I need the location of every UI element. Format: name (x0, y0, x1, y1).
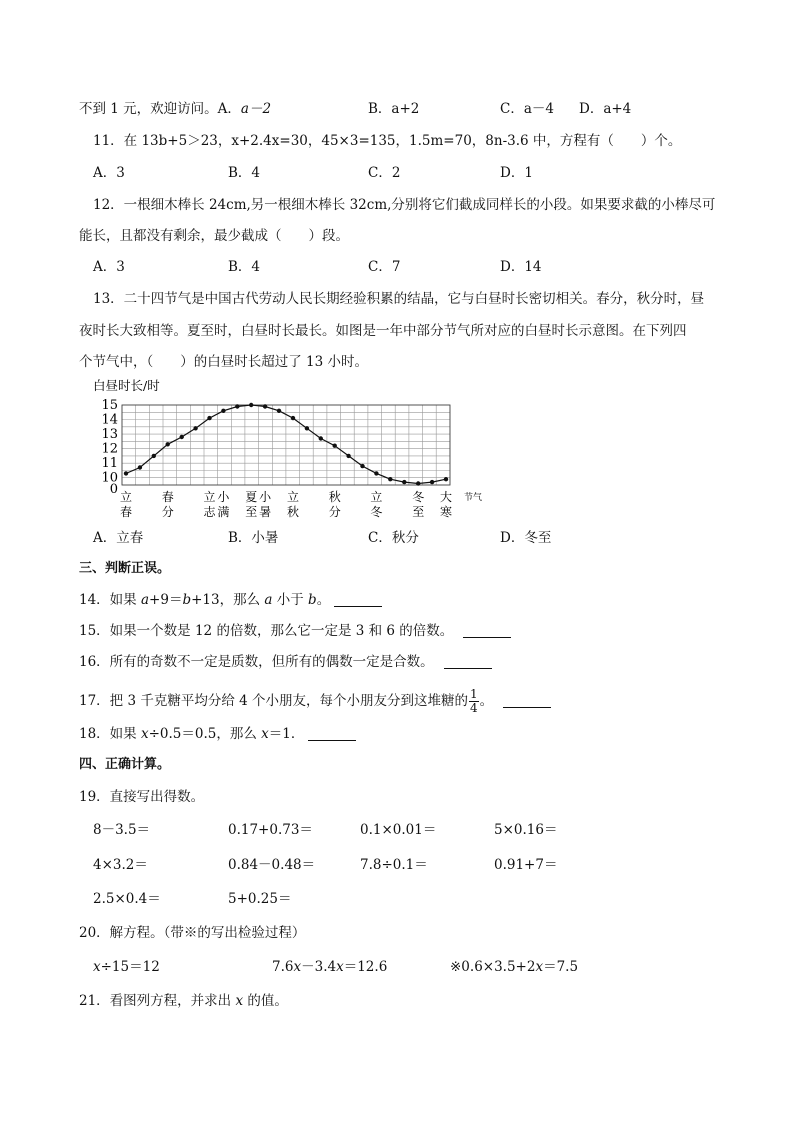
q13-option-c: C．秋分 (368, 530, 419, 546)
q14-var-b: b (182, 592, 192, 608)
chart-data-point (444, 477, 448, 481)
q20-equation-3 (450, 956, 578, 978)
chart-x-tick-label-top: 小 (217, 490, 230, 504)
q19-title-line (0, 786, 794, 808)
q13-text-1: 13．二十四节气是中国古代劳动人民长期经验积累的结晶，它与白昼时长密切相关。春分，秋分时，昼 (93, 291, 705, 307)
q20-eq3-var: x (535, 959, 544, 975)
q12-text-2: 能长，且都没有剩余，最少截成（ ）段。 (79, 228, 349, 244)
q20-eq2-rest: ＝12.6 (343, 959, 388, 975)
q14-pre: 14．如果 (79, 592, 141, 608)
q12-line-1 (0, 194, 794, 216)
chart-x-tick-label-bottom: 分 (161, 505, 174, 519)
section3-heading-line (0, 558, 794, 580)
q18-var-x2: x (261, 726, 269, 742)
chart-data-point (360, 464, 364, 468)
chart-x-tick-label-top: 夏 (245, 490, 258, 504)
q19-item-8: 0.91+7＝ (494, 857, 558, 873)
q13-option-a: A．立春 (93, 530, 144, 546)
q21-var-x: x (235, 993, 244, 1009)
q12-line-2 (0, 225, 794, 247)
q11-option-a: A．3 (93, 165, 125, 181)
q12-option-a: A．3 (93, 259, 125, 275)
q14-var-a: a (140, 592, 150, 608)
q16-text (79, 651, 492, 673)
chart-x-tick-label-bottom: 分 (328, 505, 341, 519)
q10-lead-text (79, 98, 271, 120)
chart-data-point (277, 409, 281, 413)
daylight-hours-line-chart (88, 375, 488, 523)
q10-option-b: B．a+2 (368, 101, 420, 117)
chart-x-tick-label-bottom: 冬 (370, 505, 383, 519)
chart-data-point (388, 477, 392, 481)
chart-data-point (249, 403, 253, 407)
q19-item-1: 8－3.5＝ (93, 822, 151, 838)
q20-eq2-var2: x (336, 959, 344, 975)
q21-text (79, 990, 288, 1012)
q13-option-d: D．冬至 (500, 530, 552, 546)
q13-options-line (0, 527, 794, 549)
q14-line (0, 589, 794, 611)
section4-heading: 四、正确计算。 (79, 757, 171, 772)
q14-var-a2: a (264, 592, 273, 608)
q19-item-4: 5×0.16＝ (494, 822, 558, 838)
q19-row-1 (0, 819, 794, 841)
q21-line (0, 990, 794, 1012)
chart-data-point (235, 404, 239, 408)
q17-pre: 17．把 3 千克糖平均分给 4 个小朋友，每个小朋友分到这堆糖的 (79, 693, 469, 709)
chart-x-tick-label-bottom: 秋 (286, 505, 300, 519)
chart-data-point (124, 471, 128, 475)
q10-option-d: D．a+4 (579, 101, 632, 117)
chart-x-tick-label-top: 冬 (412, 490, 425, 504)
q19-row-2 (0, 854, 794, 876)
chart-data-point (263, 404, 267, 408)
q18-pre: 18．如果 (79, 726, 141, 742)
q12-option-b: B．4 (228, 259, 261, 275)
chart-x-tick-label-bottom: 寒 (439, 505, 453, 519)
q18-line (0, 723, 794, 745)
chart-data-point (319, 436, 323, 440)
q17-line (0, 687, 794, 715)
q13-text-2: 夜时长大致相等。夏至时，白昼时长最长。如图是一年中部分节气所对应的白昼时长示意图。在下列四 (79, 323, 687, 339)
chart-x-tick-label-top: 立 (370, 490, 383, 504)
q17-answer-blank[interactable] (503, 693, 551, 708)
q14-mid3: 小于 (272, 592, 309, 608)
q19-item-6: 0.84－0.48＝ (228, 857, 316, 873)
q20-eq1-var: x (93, 959, 101, 975)
chart-x-tick-label-bottom: 暑 (259, 505, 272, 519)
chart-x-tick-label-top: 大 (439, 490, 453, 504)
q14-end: 。 (316, 592, 331, 608)
chart-data-point (138, 465, 142, 469)
q18-answer-blank[interactable] (308, 726, 356, 741)
q14-mid1: +9＝ (149, 592, 183, 608)
chart-data-point (180, 435, 184, 439)
q19-item-7: 7.8÷0.1＝ (360, 857, 428, 873)
q20-eq2-var1: x (293, 959, 302, 975)
q13-line-3 (0, 351, 794, 373)
chart-grid (122, 405, 450, 485)
q12-options-line (0, 256, 794, 278)
q19-item-3: 0.1×0.01＝ (360, 822, 437, 838)
chart-y-tick-label: 13 (101, 427, 118, 443)
chart-x-tick-label-bottom: 至 (245, 505, 258, 519)
q20-title: 20．解方程。（带※的写出检验过程） (79, 925, 306, 941)
q13-line-1 (0, 288, 794, 310)
chart-x-tick-label-top: 小 (259, 490, 272, 504)
chart-x-tick-label-bottom: 满 (217, 505, 230, 519)
q11-stem-line (0, 130, 794, 152)
q18-mid: ÷0.5＝0.5，那么 (148, 726, 262, 742)
chart-y-tick-label: 0 (109, 482, 118, 497)
q18-var-x: x (140, 726, 149, 742)
chart-y-axis-label: 白昼时长/时 (93, 378, 160, 393)
chart-data-point (291, 416, 295, 420)
chart-data-point (221, 409, 225, 413)
q20-equations-line (0, 956, 794, 978)
chart-data-point (305, 426, 309, 430)
q20-equation-1 (93, 956, 160, 978)
q20-eq3-rest: ＝7.5 (543, 959, 579, 975)
chart-y-tick-label: 11 (101, 456, 118, 472)
chart-x-tick-label-top: 立 (119, 490, 133, 504)
chart-data-point (416, 481, 420, 485)
q11-option-d: D．1 (500, 165, 533, 181)
q11-stem: 11．在 13b+5＞23，x+2.4x=30，45×3=135，1.5m=70，8n-3.6 中，方程有（ ）个。 (93, 133, 682, 149)
q13-line-2 (0, 320, 794, 342)
chart-x-tick-label-top: 立 (203, 490, 216, 504)
q20-eq2-mid: －3.4 (301, 959, 337, 975)
chart-y-tick-label: 15 (101, 398, 118, 413)
q10-options-line (0, 98, 794, 120)
q14-mid2: +13，那么 (191, 592, 265, 608)
q19-row-3 (0, 888, 794, 910)
q18-end: ＝1． (268, 726, 305, 742)
q17-fraction-numerator: 1 (470, 687, 478, 701)
q19-item-9: 2.5×0.4＝ (93, 891, 161, 907)
q17-fraction-denominator: 4 (470, 701, 478, 715)
chart-data-point (193, 426, 197, 430)
q14-var-b2: b (308, 592, 317, 608)
q15-answer-blank[interactable] (463, 623, 511, 638)
chart-data-point (166, 442, 170, 446)
q12-text-1: 12．一根细木棒长 24cm,另一根细木棒长 32cm,分别将它们截成同样长的小段。如果要求截的小棒尽可 (93, 197, 716, 213)
q11-option-b: B．4 (228, 165, 261, 181)
chart-data-point (346, 454, 350, 458)
q20-eq1-rest: ÷15＝12 (100, 959, 160, 975)
q16-line (0, 651, 794, 673)
q11-option-c: C．2 (368, 165, 401, 181)
q16-answer-blank[interactable] (444, 654, 492, 669)
section4-heading-line (0, 754, 794, 776)
q15-text (79, 620, 511, 642)
q15-line (0, 620, 794, 642)
q19-item-5: 4×3.2＝ (93, 857, 148, 873)
chart-x-ticks (120, 489, 452, 519)
q19-item-10: 5+0.25＝ (228, 891, 292, 907)
q13-text-3: 个节气中，（ ）的白昼时长超过了 13 小时。 (79, 354, 369, 370)
q19-item-2: 0.17+0.73＝ (228, 822, 313, 838)
chart-data-point (430, 480, 434, 484)
chart-data-point (152, 454, 156, 458)
q14-text (79, 589, 382, 611)
q17-fraction (469, 688, 479, 715)
q10-option-a: a－2 (240, 101, 272, 117)
chart-y-tick-label: 12 (101, 441, 118, 457)
chart-data-point (333, 444, 337, 448)
chart-x-tick-label-bottom: 志 (203, 505, 216, 519)
q10-option-c: C．a－4 (500, 101, 554, 117)
q20-equation-2 (272, 956, 387, 978)
q21-pre: 21．看图列方程，并求出 (79, 993, 236, 1009)
q20-title-line (0, 922, 794, 944)
chart-x-tick-label-bottom: 春 (119, 505, 133, 519)
q15-stem: 15．如果一个数是 12 的倍数，那么它一定是 3 和 6 的倍数。 (79, 623, 454, 639)
chart-y-tick-label: 14 (101, 412, 118, 428)
chart-y-ticks (101, 398, 118, 497)
chart-data-point (207, 416, 211, 420)
q13-option-b: B．小暑 (228, 530, 279, 546)
q20-eq3-pre: ※0.6×3.5+2 (450, 959, 536, 975)
section3-heading: 三、判断正误。 (79, 561, 171, 576)
chart-x-tick-label-top: 立 (286, 490, 300, 504)
q18-text (79, 723, 356, 745)
chart-data-point (374, 471, 378, 475)
q14-answer-blank[interactable] (334, 592, 382, 607)
q21-end: 的值。 (243, 993, 288, 1009)
q17-text (79, 688, 551, 715)
q20-eq2-coef: 7.6 (272, 959, 294, 975)
q10-lead: 不到 1 元，欢迎访问。A． (79, 101, 241, 117)
chart-x-axis-label: 节气 (464, 493, 483, 503)
chart-x-tick-label-bottom: 至 (412, 505, 425, 519)
chart-x-tick-label-top: 秋 (328, 490, 341, 504)
q19-title: 19．直接写出得数。 (79, 789, 205, 805)
q16-stem: 16．所有的奇数不一定是质数，但所有的偶数一定是合数。 (79, 654, 434, 670)
chart-y-tick-label: 10 (101, 470, 118, 486)
q11-options-line (0, 162, 794, 184)
chart-x-tick-label-top: 春 (161, 490, 174, 504)
q12-option-d: D．14 (500, 259, 542, 275)
q12-option-c: C．7 (368, 259, 401, 275)
chart-data-point (402, 480, 406, 484)
q17-end: 。 (479, 693, 494, 709)
